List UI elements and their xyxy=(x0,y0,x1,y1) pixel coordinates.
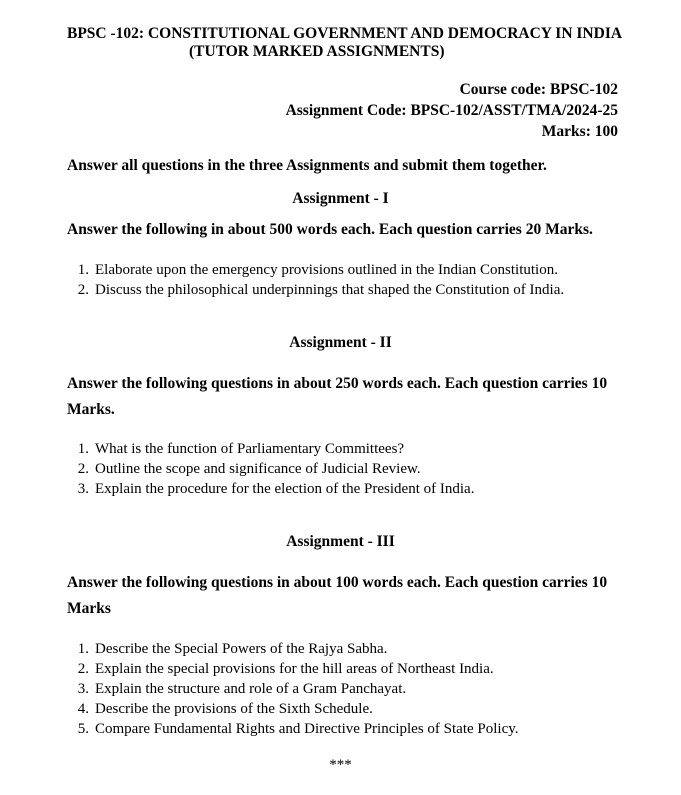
list-item xyxy=(67,719,519,739)
question-text: Discuss the philosophical underpinnings that shaped the Constitution of India. xyxy=(95,282,565,298)
question-number: 1. xyxy=(77,441,89,457)
document-title-line2: (TUTOR MARKED ASSIGNMENTS) xyxy=(189,43,445,60)
assignment2-instruction-line1: Answer the following questions in about 250 words each. Each question carries 10 xyxy=(67,375,608,392)
list-item xyxy=(67,659,519,679)
question-number: 1. xyxy=(77,641,89,657)
assignment2-instruction-line2: Marks. xyxy=(67,401,115,418)
document-title-line1: BPSC -102: CONSTITUTIONAL GOVERNMENT AND DEMOCRACY IN INDIA xyxy=(67,25,623,42)
question-number: 3. xyxy=(77,681,89,697)
assignment1-question-list xyxy=(67,260,564,300)
list-item xyxy=(67,280,564,300)
question-text: Describe the Special Powers of the Rajya Sabha. xyxy=(95,641,388,657)
question-number: 4. xyxy=(77,701,89,717)
question-text: Explain the special provisions for the hill areas of Northeast India. xyxy=(95,661,494,677)
list-item xyxy=(67,639,519,659)
question-text: Describe the provisions of the Sixth Schedule. xyxy=(95,701,373,717)
question-text: Outline the scope and significance of Judicial Review. xyxy=(95,461,421,477)
assignment2-question-list xyxy=(67,439,474,499)
question-text: Explain the structure and role of a Gram Panchayat. xyxy=(95,681,407,697)
assignment2-heading: Assignment - II xyxy=(289,334,392,351)
assignment3-question-list xyxy=(67,639,519,739)
list-item xyxy=(67,679,519,699)
assignment3-heading: Assignment - III xyxy=(286,533,395,550)
list-item xyxy=(67,439,474,459)
question-number: 5. xyxy=(77,721,89,737)
assignment-code: Assignment Code: BPSC-102/ASST/TMA/2024-25 xyxy=(285,102,618,119)
assignment3-instruction-line2: Marks xyxy=(67,600,111,617)
question-text: What is the function of Parliamentary Committees? xyxy=(95,441,405,457)
list-item xyxy=(67,459,474,479)
question-text: Compare Fundamental Rights and Directive Principles of State Policy. xyxy=(95,721,519,737)
question-text: Explain the procedure for the election of the President of India. xyxy=(95,481,475,497)
marks: Marks: 100 xyxy=(541,123,618,140)
list-item xyxy=(67,479,474,499)
question-number: 2. xyxy=(77,282,89,298)
general-instruction: Answer all questions in the three Assignments and submit them together. xyxy=(67,157,547,174)
end-mark: *** xyxy=(329,757,352,773)
assignment3-instruction-line1: Answer the following questions in about 100 words each. Each question carries 10 xyxy=(67,574,608,591)
course-code: Course code: BPSC-102 xyxy=(459,81,618,98)
assignment1-instruction: Answer the following in about 500 words each. Each question carries 20 Marks. xyxy=(67,221,593,238)
question-text: Elaborate upon the emergency provisions outlined in the Indian Constitution. xyxy=(95,262,558,278)
question-number: 1. xyxy=(77,262,89,278)
assignment1-heading: Assignment - I xyxy=(292,190,389,207)
list-item xyxy=(67,260,564,280)
question-number: 3. xyxy=(77,481,89,497)
question-number: 2. xyxy=(77,461,89,477)
question-number: 2. xyxy=(77,661,89,677)
list-item xyxy=(67,699,519,719)
